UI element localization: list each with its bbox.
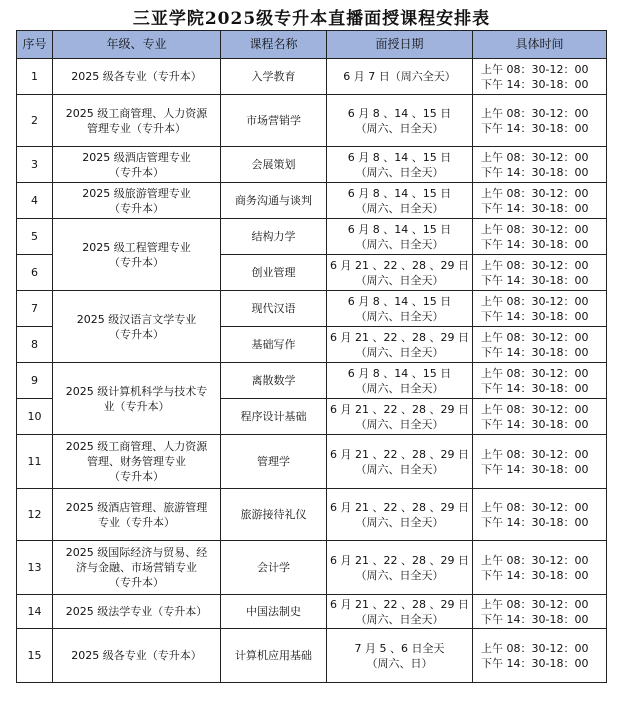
date-cell: [327, 595, 473, 629]
date-line: 7 月 5 、6 日全天: [354, 641, 445, 655]
date-line: 6 月 21 、22 、28 、29 日: [330, 330, 469, 344]
time-afternoon: 下午 14：30-18：00: [481, 345, 589, 359]
table-row: [17, 219, 607, 255]
table-row: [17, 291, 607, 327]
row-number: 2: [17, 95, 53, 147]
date-cell: [327, 95, 473, 147]
time-afternoon: 下午 14：30-18：00: [481, 121, 589, 135]
major-line: （专升本）: [109, 165, 164, 179]
time-afternoon: 下午 14：30-18：00: [481, 568, 589, 582]
course-name: 管理学: [221, 435, 327, 489]
time-cell: [473, 59, 607, 95]
table-row: [17, 629, 607, 683]
major-line: 2025 级国际经济与贸易、经: [65, 546, 208, 559]
time-cell: [473, 147, 607, 183]
header-time: 具体时间: [473, 31, 607, 59]
time-morning: 上午 08：30-12：00: [481, 402, 589, 416]
date-line: 6 月 21 、22 、28 、29 日: [330, 553, 469, 567]
time-afternoon: 下午 14：30-18：00: [481, 462, 589, 476]
row-number: 5: [17, 219, 53, 255]
table-row: [17, 541, 607, 595]
major-line: 2025 级各专业（专升本）: [71, 70, 202, 83]
time-afternoon: 下午 14：30-18：00: [481, 515, 589, 529]
table-row: [17, 489, 607, 541]
date-cell: [327, 291, 473, 327]
date-line: （周六、日全天）: [355, 515, 444, 529]
row-number: 15: [17, 629, 53, 683]
time-cell: [473, 219, 607, 255]
major-cell: [53, 147, 221, 183]
course-name: 现代汉语: [221, 291, 327, 327]
header-course: 课程名称: [221, 31, 327, 59]
row-number: 6: [17, 255, 53, 291]
table-row: [17, 595, 607, 629]
time-cell: [473, 183, 607, 219]
date-line: （周六、日全天）: [355, 462, 444, 476]
time-cell: [473, 541, 607, 595]
row-number: 13: [17, 541, 53, 595]
major-line: 管理、财务管理专业: [87, 455, 186, 468]
course-name: 入学教育: [221, 59, 327, 95]
major-line: 2025 级旅游管理专业: [82, 186, 191, 200]
major-line: （专升本）: [109, 576, 164, 589]
date-line: 6 月 8 、14 、15 日: [347, 150, 452, 164]
time-morning: 上午 08：30-12：00: [481, 330, 589, 344]
date-line: 6 月 21 、22 、28 、29 日: [330, 597, 469, 611]
date-cell: [327, 399, 473, 435]
time-afternoon: 下午 14：30-18：00: [481, 273, 589, 287]
major-line: 管理专业（专升本）: [87, 121, 186, 135]
major-line: 2025 级各专业（专升本）: [71, 649, 202, 662]
date-line: （周六、日全天）: [355, 309, 444, 323]
time-morning: 上午 08：30-12：00: [481, 597, 589, 611]
major-cell: [53, 291, 221, 363]
table-row: [17, 183, 607, 219]
date-cell: [327, 183, 473, 219]
major-line: 2025 级工商管理、人力资源: [65, 440, 208, 453]
major-line: （专升本）: [109, 201, 164, 215]
header-row: [17, 31, 607, 59]
date-cell: [327, 363, 473, 399]
major-line: 2025 级计算机科学与技术专: [65, 384, 208, 398]
date-line: 6 月 21 、22 、28 、29 日: [330, 402, 469, 416]
time-morning: 上午 08：30-12：00: [481, 500, 589, 514]
course-name: 离散数学: [221, 363, 327, 399]
time-cell: [473, 629, 607, 683]
major-cell: [53, 363, 221, 435]
major-line: （专升本）: [109, 255, 164, 269]
time-morning: 上午 08：30-12：00: [481, 222, 589, 236]
time-morning: 上午 08：30-12：00: [481, 641, 589, 655]
major-cell: [53, 95, 221, 147]
time-morning: 上午 08：30-12：00: [481, 553, 589, 567]
major-line: 济与金融、市场营销专业: [76, 561, 197, 574]
major-cell: [53, 629, 221, 683]
time-morning: 上午 08：30-12：00: [481, 447, 589, 461]
header-major: 年级、专业: [53, 31, 221, 59]
schedule-body: [17, 59, 607, 683]
major-line: （专升本）: [109, 327, 164, 341]
date-line: （周六、日全天）: [355, 201, 444, 215]
header-num: 序号: [17, 31, 53, 59]
course-name: 旅游接待礼仪: [221, 489, 327, 541]
time-afternoon: 下午 14：30-18：00: [481, 417, 589, 431]
date-line: （周六、日全天）: [355, 381, 444, 395]
major-cell: [53, 59, 221, 95]
date-cell: [327, 435, 473, 489]
date-line: （周六、日全天）: [355, 568, 444, 582]
course-name: 会计学: [221, 541, 327, 595]
table-row: [17, 363, 607, 399]
time-morning: 上午 08：30-12：00: [481, 366, 589, 380]
course-name: 商务沟通与谈判: [221, 183, 327, 219]
row-number: 3: [17, 147, 53, 183]
date-line: 6 月 21 、22 、28 、29 日: [330, 447, 469, 461]
course-name: 市场营销学: [221, 95, 327, 147]
course-name: 结构力学: [221, 219, 327, 255]
time-afternoon: 下午 14：30-18：00: [481, 309, 589, 323]
major-line: 2025 级工程管理专业: [82, 240, 191, 254]
time-morning: 上午 08：30-12：00: [481, 62, 589, 76]
table-row: [17, 95, 607, 147]
date-line: （周六、日全天）: [355, 165, 444, 179]
course-name: 基础写作: [221, 327, 327, 363]
time-afternoon: 下午 14：30-18：00: [481, 237, 589, 251]
time-afternoon: 下午 14：30-18：00: [481, 165, 589, 179]
date-cell: [327, 629, 473, 683]
major-line: 2025 级酒店管理专业: [82, 150, 191, 164]
date-line: （周六、日全天）: [355, 417, 444, 431]
time-afternoon: 下午 14：30-18：00: [481, 381, 589, 395]
date-cell: [327, 255, 473, 291]
date-line: （周六、日全天）: [355, 612, 444, 626]
time-cell: [473, 363, 607, 399]
date-cell: [327, 489, 473, 541]
date-cell: [327, 147, 473, 183]
course-name: 会展策划: [221, 147, 327, 183]
time-afternoon: 下午 14：30-18：00: [481, 77, 589, 91]
row-number: 1: [17, 59, 53, 95]
page-title: 三亚学院2025级专升本直播面授课程安排表: [132, 9, 491, 29]
major-cell: [53, 541, 221, 595]
date-line: （周六、日）: [366, 656, 433, 670]
time-morning: 上午 08：30-12：00: [481, 186, 589, 200]
time-morning: 上午 08：30-12：00: [481, 294, 589, 308]
major-cell: [53, 435, 221, 489]
row-number: 7: [17, 291, 53, 327]
time-cell: [473, 291, 607, 327]
course-name: 创业管理: [221, 255, 327, 291]
major-cell: [53, 595, 221, 629]
table-row: [17, 435, 607, 489]
date-line: 6 月 8 、14 、15 日: [347, 186, 452, 200]
time-cell: [473, 489, 607, 541]
row-number: 10: [17, 399, 53, 435]
row-number: 12: [17, 489, 53, 541]
date-line: （周六、日全天）: [355, 121, 444, 135]
row-number: 8: [17, 327, 53, 363]
time-afternoon: 下午 14：30-18：00: [481, 201, 589, 215]
major-line: 2025 级汉语言文学专业: [76, 312, 197, 326]
schedule-table: [16, 30, 607, 683]
date-line: （周六、日全天）: [355, 237, 444, 251]
date-cell: [327, 541, 473, 595]
date-line: 6 月 21 、22 、28 、29 日: [330, 500, 469, 514]
time-afternoon: 下午 14：30-18：00: [481, 656, 589, 670]
major-line: 2025 级工商管理、人力资源: [65, 106, 208, 120]
course-name: 计算机应用基础: [221, 629, 327, 683]
major-line: （专升本）: [109, 470, 164, 483]
header-date: 面授日期: [327, 31, 473, 59]
major-cell: [53, 183, 221, 219]
row-number: 4: [17, 183, 53, 219]
major-cell: [53, 489, 221, 541]
major-line: 专业（专升本）: [98, 515, 175, 529]
time-afternoon: 下午 14：30-18：00: [481, 612, 589, 626]
time-cell: [473, 255, 607, 291]
time-morning: 上午 08：30-12：00: [481, 106, 589, 120]
course-name: 程序设计基础: [221, 399, 327, 435]
time-cell: [473, 327, 607, 363]
date-line: 6 月 21 、22 、28 、29 日: [330, 258, 469, 272]
date-line: （周六、日全天）: [355, 345, 444, 359]
date-line: 6 月 7 日（周六全天）: [343, 70, 456, 83]
date-cell: [327, 327, 473, 363]
date-cell: [327, 219, 473, 255]
row-number: 11: [17, 435, 53, 489]
row-number: 14: [17, 595, 53, 629]
date-cell: [327, 59, 473, 95]
major-line: 2025 级酒店管理、旅游管理: [65, 500, 208, 514]
time-cell: [473, 595, 607, 629]
major-cell: [53, 219, 221, 291]
course-name: 中国法制史: [221, 595, 327, 629]
time-cell: [473, 435, 607, 489]
table-row: [17, 59, 607, 95]
date-line: 6 月 8 、14 、15 日: [347, 366, 452, 380]
major-line: 业（专升本）: [103, 399, 170, 413]
time-morning: 上午 08：30-12：00: [481, 258, 589, 272]
time-morning: 上午 08：30-12：00: [481, 150, 589, 164]
date-line: 6 月 8 、14 、15 日: [347, 222, 452, 236]
date-line: 6 月 8 、14 、15 日: [347, 106, 452, 120]
major-line: 2025 级法学专业（专升本）: [65, 605, 208, 618]
time-cell: [473, 95, 607, 147]
table-row: [17, 147, 607, 183]
date-line: 6 月 8 、14 、15 日: [347, 294, 452, 308]
time-cell: [473, 399, 607, 435]
date-line: （周六、日全天）: [355, 273, 444, 287]
row-number: 9: [17, 363, 53, 399]
